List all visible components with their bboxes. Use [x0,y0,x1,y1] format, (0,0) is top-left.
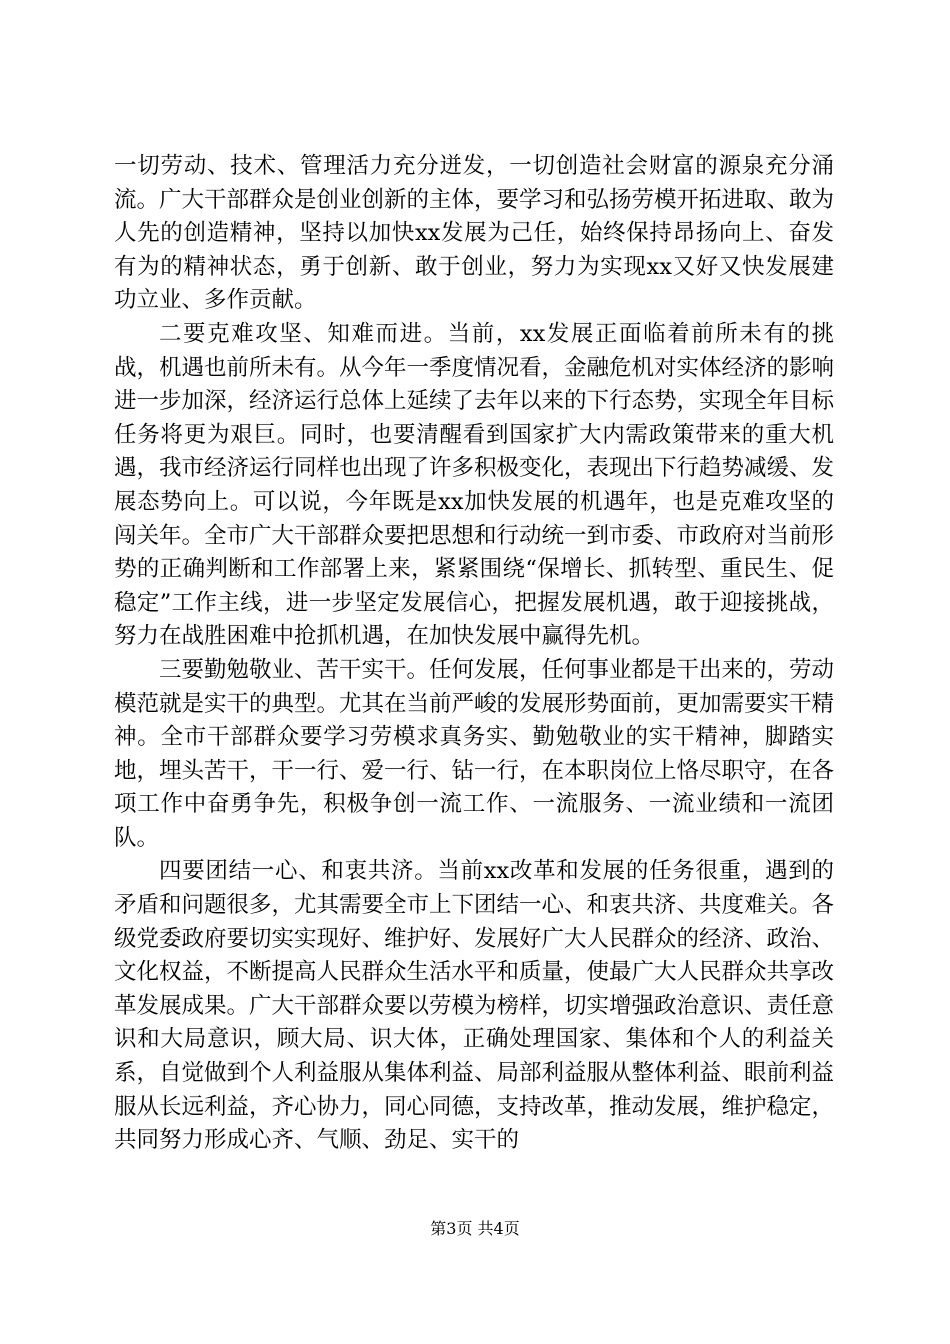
page-number-footer: 第3页 共4页 [430,1219,520,1238]
paragraph-second-point: 二要克难攻坚、知难而进。当前，xx发展正面临着前所未有的挑战，机遇也前所未有。从今年一季度情况看，金融危机对实体经济的影响进一步加深，经济运行总体上延续了去年以来的下行态势，实现全年目标任务将更为艰巨。同时，也要清醒看到国家扩大内需政策带来的重大机遇，我市经济运行同样也出现了许多积极变化，表现出下行趋势减缓、发展态势向上。可以说，今年既是xx加快发展的机遇年，也是克难攻坚的闯关年。全市广大干部群众要把思想和行动统一到市委、市政府对当前形势的正确判断和工作部署上来，紧紧围绕“保增长、抓转型、重民生、促稳定”工作主线，进一步坚定发展信心，把握发展机遇，敢于迎接挑战，努力在战胜困难中抢抓机遇，在加快发展中赢得先机。 [114,320,835,650]
paragraph-fourth-point: 四要团结一心、和衷共济。当前xx改革和发展的任务很重，遇到的矛盾和问题很多，尤其需要全市上下团结一心、和衷共济、共度难关。各级党委政府要切实实现好、维护好、发展好广大人民群众的经济、政治、文化权益，不断提高人民群众生活水平和质量，使最广大人民群众共享改革发展成果。广大干部群众要以劳模为榜样，切实增强政治意识、责任意识和大局意识，顾大局、识大体，正确处理国家、集体和个人的利益关系，自觉做到个人利益服从集体利益、局部利益服从整体利益、眼前利益服从长远利益，齐心协力，同心同德，支持改革，推动发展，维护稳定，共同努力形成心齐、气顺、劲足、实干的 [114,858,835,1154]
document-body [114,150,834,1158]
paragraph-continuation: 一切劳动、技术、管理活力充分迸发，一切创造社会财富的源泉充分涌流。广大干部群众是创业创新的主体，要学习和弘扬劳模开拓进取、敢为人先的创造精神，坚持以加快xx发展为己任，始终保持昂扬向上、奋发有为的精神状态，勇于创新、敢于创业，努力为实现xx又好又快发展建功立业、多作贡献。 [114,153,835,314]
paragraph-third-point: 三要勤勉敬业、苦干实干。任何发展，任何事业都是干出来的，劳动模范就是实干的典型。尤其在当前严峻的发展形势面前，更加需要实干精神。全市干部群众要学习劳模求真务实、勤勉敬业的实干精神，脚踏实地，埋头苦干，干一行、爱一行、钻一行，在本职岗位上恪尽职守，在各项工作中奋勇争先，积极争创一流工作、一流服务、一流业绩和一流团队。 [114,656,835,851]
